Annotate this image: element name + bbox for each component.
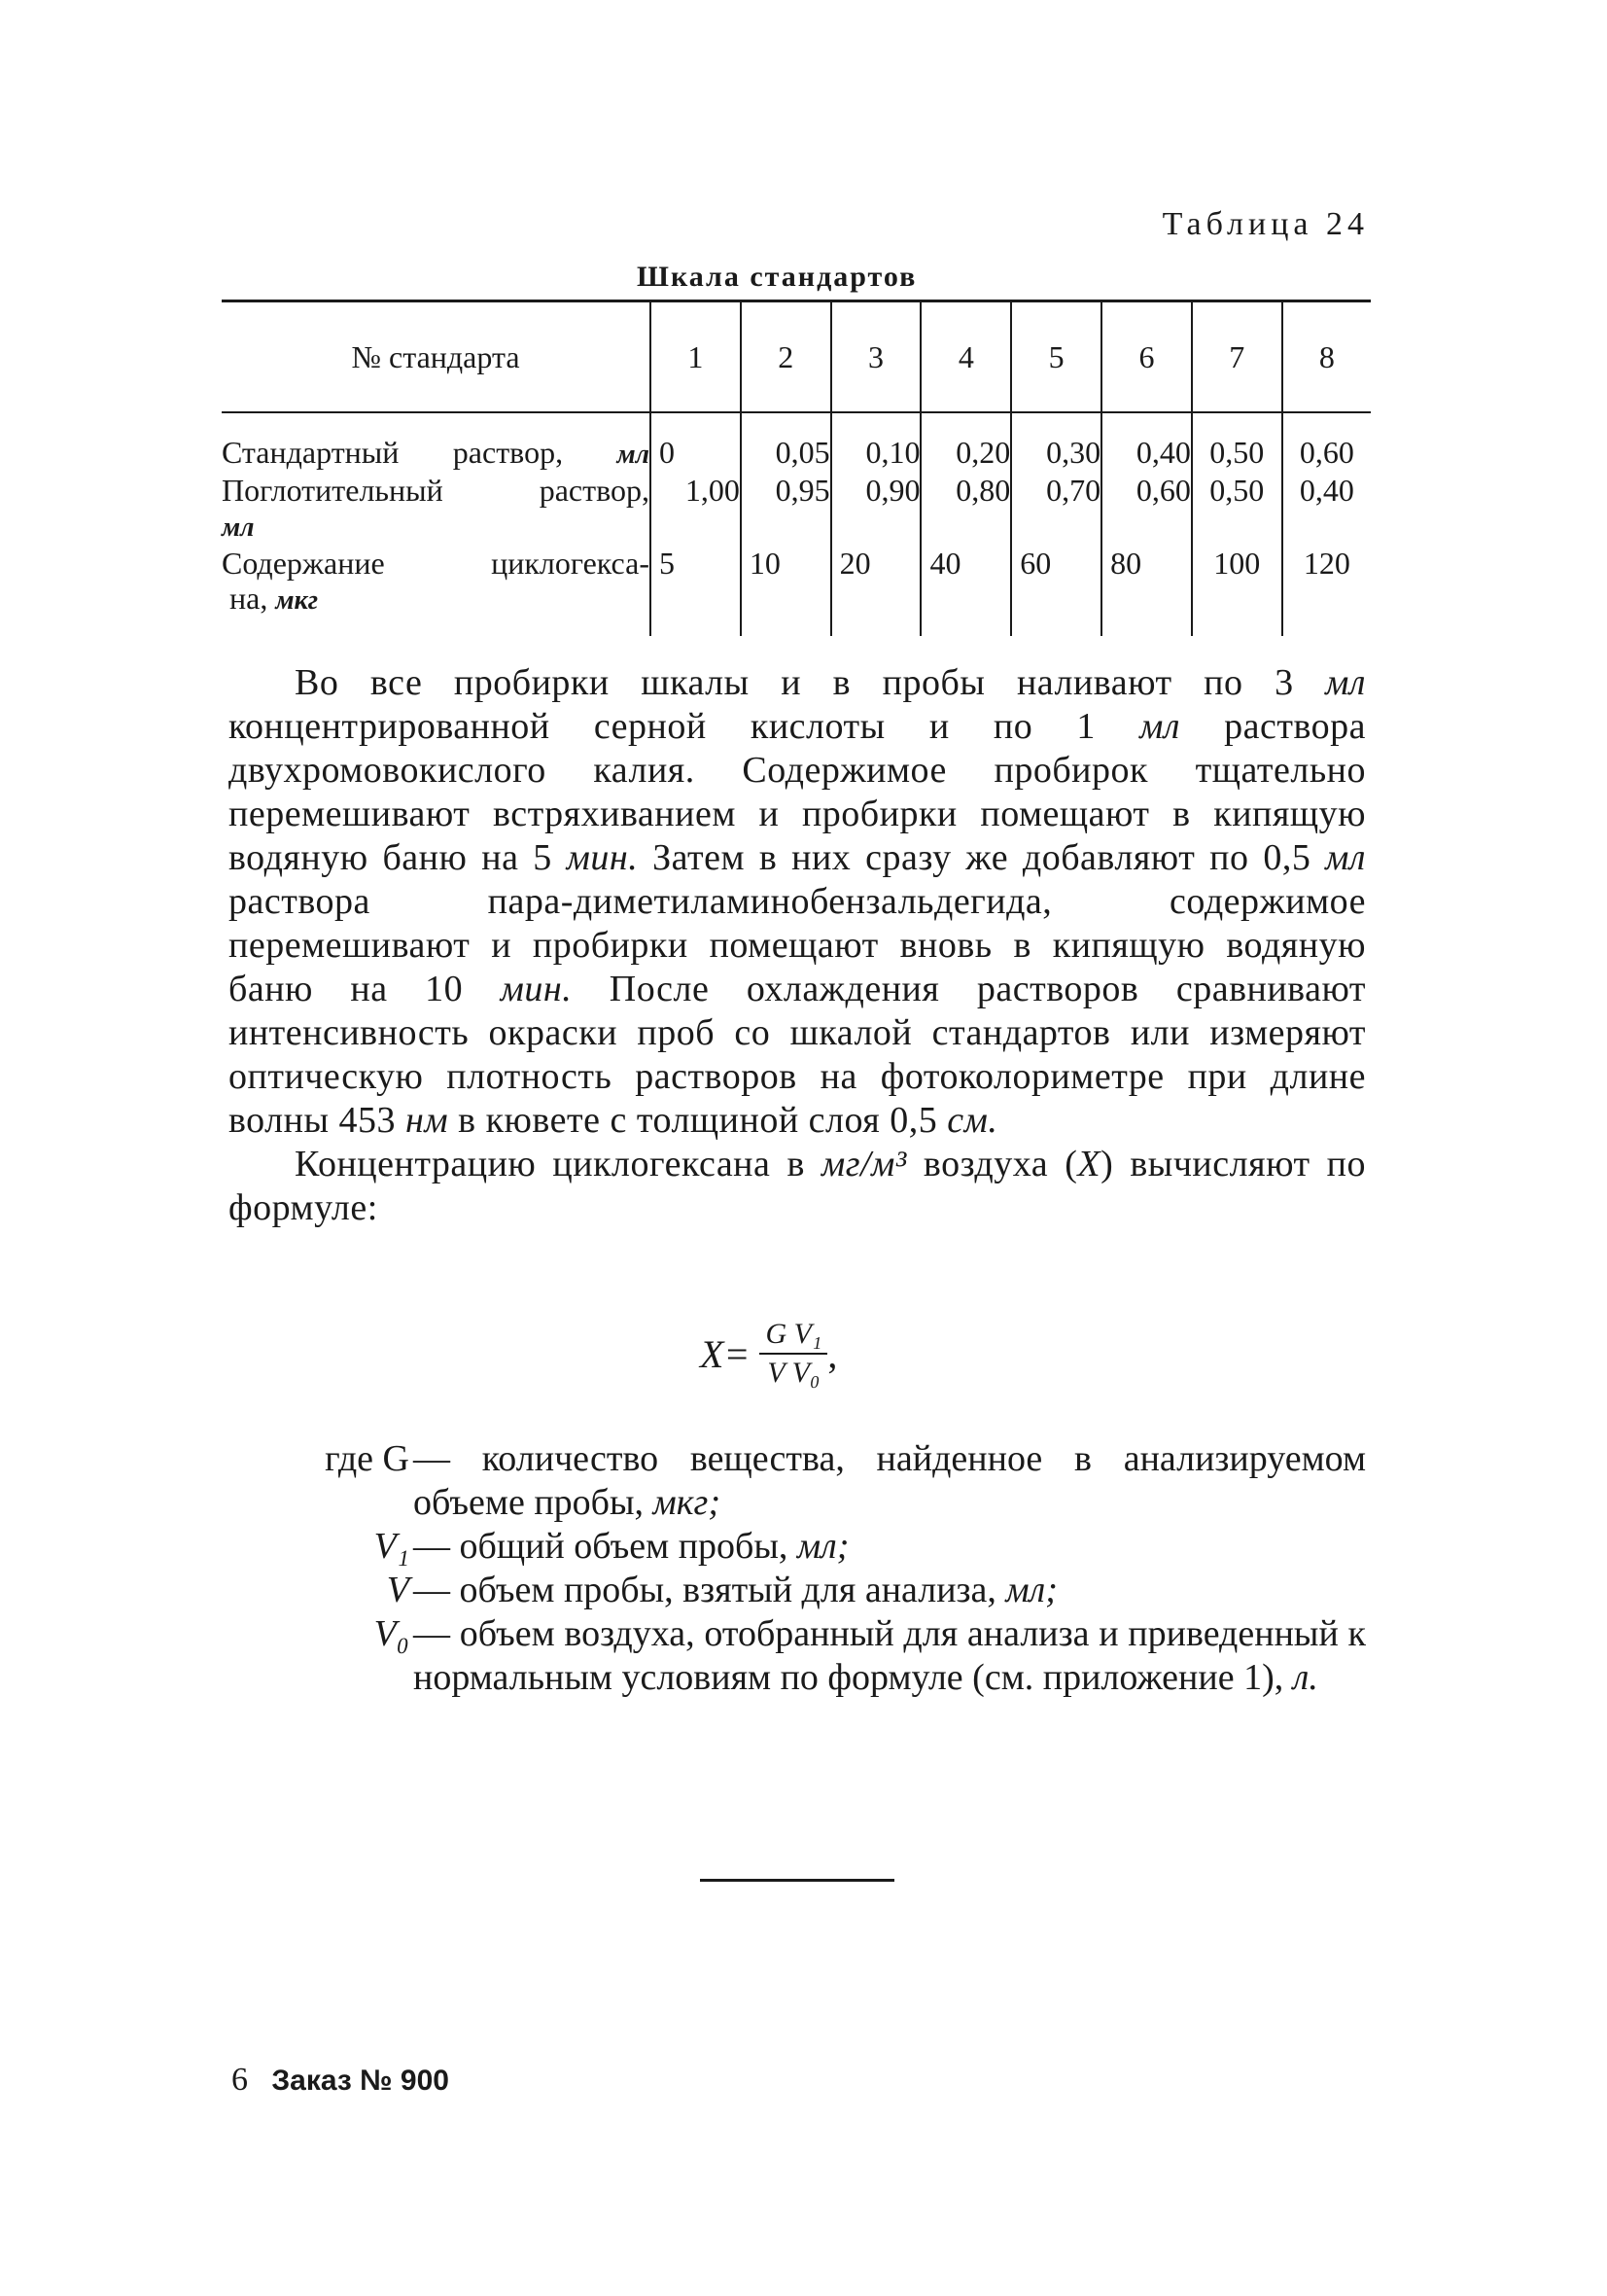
legend-symbol: где G	[325, 1438, 409, 1479]
table-cell: 0,20	[921, 412, 1011, 473]
table-cell: 80	[1101, 546, 1192, 636]
table-cell: 0,70	[1011, 473, 1101, 546]
table-row	[222, 412, 1371, 473]
table-cell: 20	[831, 546, 922, 636]
legend-item	[228, 1437, 1366, 1525]
header-standard-number: № стандарта	[222, 301, 650, 413]
table-number-label: Таблица 24	[1162, 206, 1369, 242]
legend-description: — объем пробы, взятый для анализа, мл;	[413, 1570, 1058, 1610]
body-text	[228, 661, 1366, 1230]
legend-description: — количество вещества, найденное в анализируемом объеме пробы, мкг;	[413, 1438, 1366, 1523]
table-cell: 0,30	[1011, 412, 1101, 473]
table-header-row	[222, 301, 1371, 413]
table-row	[222, 473, 1371, 546]
legend-item	[228, 1525, 1366, 1569]
table-row	[222, 546, 1371, 636]
legend-symbol: V	[386, 1570, 409, 1610]
formula-numerator: G V₁	[759, 1318, 827, 1355]
header-col: 6	[1101, 301, 1192, 413]
legend-item	[228, 1612, 1366, 1700]
table-cell: 100	[1192, 546, 1282, 636]
header-col: 5	[1011, 301, 1101, 413]
table-cell: 1,00	[650, 473, 741, 546]
header-col: 4	[921, 301, 1011, 413]
table-cell: 0,40	[1101, 412, 1192, 473]
legend-symbol: V₀	[373, 1613, 409, 1654]
formula-lhs: X=	[700, 1331, 751, 1376]
legend-item	[228, 1569, 1366, 1612]
table-cell: 0,60	[1282, 412, 1371, 473]
formula-fraction	[759, 1318, 827, 1390]
table-cell: 0	[650, 412, 741, 473]
table-cell: 60	[1011, 546, 1101, 636]
order-number: Заказ № 900	[271, 2065, 449, 2097]
header-col: 7	[1192, 301, 1282, 413]
table-cell: 5	[650, 546, 741, 636]
row-label: Стандартный раствор, мл	[222, 435, 650, 470]
section-divider	[700, 1879, 894, 1882]
table-cell: 0,90	[831, 473, 922, 546]
table-cell: 0,40	[1282, 473, 1371, 546]
table-cell: 0,80	[921, 473, 1011, 546]
table-cell: 0,95	[741, 473, 831, 546]
table-cell: 0,10	[831, 412, 922, 473]
table-cell: 0,50	[1192, 412, 1282, 473]
row-label: Содержание циклогекса- на, мкг	[222, 546, 649, 616]
standards-table	[222, 300, 1371, 636]
paragraph-procedure: Во все пробирки шкалы и в пробы наливают по 3 мл концентрированной серной кислоты и по 1 мл раствора двухромовокислого калия. Содержимое пробирок тщательно перемешивают встряхиванием и пробирки помещают в кипящую водяную баню на 5 мин. Затем в них сразу же добавляют по 0,5 мл раствора пара-диметиламинобензальдегида, содержимое перемешивают и пробирки помещают вновь в кипящую водяную баню на 10 мин. После охлаждения растворов сравнивают интенсивность окраски проб со шкалой стандартов или измеряют оптическую плотность растворов на фотоколориметре при длине волны 453 нм в кювете с толщиной слоя 0,5 см.	[228, 662, 1367, 1141]
formula-denominator: V V₀	[767, 1357, 821, 1389]
formula-legend	[228, 1437, 1366, 1700]
row-label: Поглотительный раствор, мл	[222, 473, 649, 543]
table-cell: 120	[1282, 546, 1371, 636]
header-col: 1	[650, 301, 741, 413]
legend-description: — объем воздуха, отобранный для анализа и приведенный к нормальным условиям по формуле (см. приложение 1), л.	[413, 1613, 1366, 1698]
header-col: 3	[831, 301, 922, 413]
header-col: 8	[1282, 301, 1371, 413]
page-number: 6	[231, 2062, 248, 2098]
legend-description: — общий объем пробы, мл;	[413, 1526, 850, 1567]
paragraph-formula-intro: Концентрацию циклогексана в мг/м³ воздуха (X) вычисляют по формуле:	[228, 1144, 1366, 1228]
page-footer	[231, 2062, 449, 2099]
table-cell: 0,60	[1101, 473, 1192, 546]
table-cell: 10	[741, 546, 831, 636]
table-cell: 40	[921, 546, 1011, 636]
table-cell: 0,05	[741, 412, 831, 473]
header-col: 2	[741, 301, 831, 413]
concentration-formula	[700, 1318, 837, 1390]
formula-tail: ,	[827, 1331, 838, 1376]
table-caption: Шкала стандартов	[637, 261, 918, 293]
table-cell: 0,50	[1192, 473, 1282, 546]
legend-symbol: V₁	[373, 1526, 409, 1567]
